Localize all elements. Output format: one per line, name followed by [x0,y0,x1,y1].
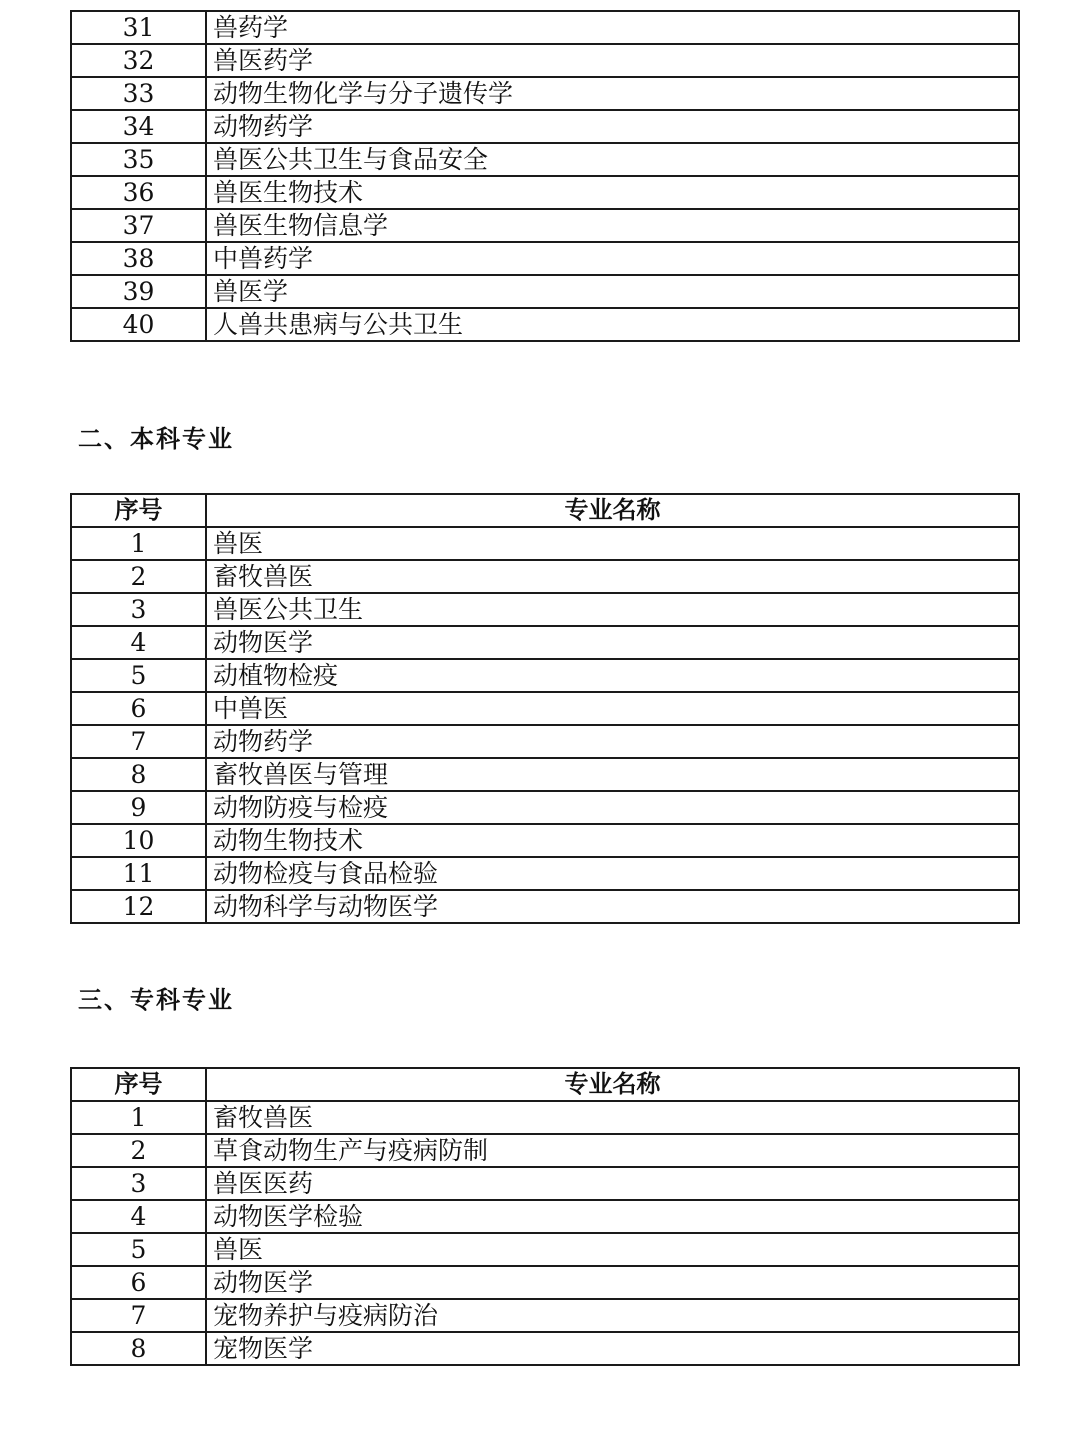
table-row [71,857,1019,890]
table-row [71,1200,1019,1233]
table-row [71,275,1019,308]
row-number: 35 [71,143,206,176]
junior-college-majors-table [70,1067,1020,1366]
table-row [71,11,1019,44]
row-number: 1 [71,1101,206,1134]
row-number: 4 [71,1200,206,1233]
table-row [71,176,1019,209]
major-name: 动物医学 [206,1266,1019,1299]
table-row [71,143,1019,176]
row-number: 11 [71,857,206,890]
junior-college-section-heading: 三、专科专业 [78,986,234,1014]
table-header-row [71,494,1019,527]
major-name: 兽医药学 [206,44,1019,77]
major-name: 动物检疫与食品检验 [206,857,1019,890]
major-name: 动物生物技术 [206,824,1019,857]
table-row [71,1101,1019,1134]
major-name: 畜牧兽医 [206,560,1019,593]
table-row [71,1134,1019,1167]
table-row [71,527,1019,560]
table-row [71,725,1019,758]
row-number: 1 [71,527,206,560]
row-number: 10 [71,824,206,857]
major-name: 中兽医 [206,692,1019,725]
table-row [71,1266,1019,1299]
major-name: 畜牧兽医 [206,1101,1019,1134]
major-name: 宠物养护与疫病防治 [206,1299,1019,1332]
table-row [71,209,1019,242]
column-header-number: 序号 [71,1068,206,1101]
major-name: 动物科学与动物医学 [206,890,1019,923]
row-number: 6 [71,692,206,725]
table-row [71,77,1019,110]
major-name: 动物药学 [206,725,1019,758]
row-number: 6 [71,1266,206,1299]
major-name: 兽医公共卫生 [206,593,1019,626]
major-name: 兽医生物技术 [206,176,1019,209]
major-name: 兽医学 [206,275,1019,308]
table-row [71,1233,1019,1266]
row-number: 38 [71,242,206,275]
table-row [71,242,1019,275]
table-row [71,1332,1019,1365]
row-number: 2 [71,1134,206,1167]
table-row [71,890,1019,923]
major-name: 兽医 [206,1233,1019,1266]
table-row [71,560,1019,593]
row-number: 40 [71,308,206,341]
row-number: 5 [71,1233,206,1266]
major-name: 动物医学 [206,626,1019,659]
row-number: 37 [71,209,206,242]
table-row [71,659,1019,692]
undergrad-majors-table [70,493,1020,924]
row-number: 34 [71,110,206,143]
major-name: 动物药学 [206,110,1019,143]
major-name: 畜牧兽医与管理 [206,758,1019,791]
major-name: 动物防疫与检疫 [206,791,1019,824]
table-row [71,1167,1019,1200]
major-name: 兽医 [206,527,1019,560]
undergrad-section-heading: 二、本科专业 [78,425,234,453]
row-number: 33 [71,77,206,110]
table-row [71,110,1019,143]
column-header-major-name: 专业名称 [206,494,1019,527]
major-name: 草食动物生产与疫病防制 [206,1134,1019,1167]
major-name: 兽医公共卫生与食品安全 [206,143,1019,176]
row-number: 9 [71,791,206,824]
table-row [71,692,1019,725]
row-number: 36 [71,176,206,209]
row-number: 7 [71,1299,206,1332]
row-number: 8 [71,758,206,791]
major-name: 动植物检疫 [206,659,1019,692]
major-name: 兽药学 [206,11,1019,44]
column-header-major-name: 专业名称 [206,1068,1019,1101]
major-name: 动物医学检验 [206,1200,1019,1233]
table-row [71,593,1019,626]
major-name: 兽医医药 [206,1167,1019,1200]
table-row [71,308,1019,341]
row-number: 32 [71,44,206,77]
row-number: 39 [71,275,206,308]
continued-majors-table [70,10,1020,342]
table-row [71,791,1019,824]
row-number: 3 [71,593,206,626]
major-name: 动物生物化学与分子遗传学 [206,77,1019,110]
table-row [71,824,1019,857]
major-name: 兽医生物信息学 [206,209,1019,242]
row-number: 5 [71,659,206,692]
row-number: 4 [71,626,206,659]
table-header-row [71,1068,1019,1101]
column-header-number: 序号 [71,494,206,527]
row-number: 12 [71,890,206,923]
row-number: 3 [71,1167,206,1200]
row-number: 7 [71,725,206,758]
row-number: 31 [71,11,206,44]
major-name: 宠物医学 [206,1332,1019,1365]
row-number: 2 [71,560,206,593]
table-row [71,626,1019,659]
table-row [71,44,1019,77]
table-row [71,1299,1019,1332]
major-name: 中兽药学 [206,242,1019,275]
row-number: 8 [71,1332,206,1365]
table-row [71,758,1019,791]
major-name: 人兽共患病与公共卫生 [206,308,1019,341]
